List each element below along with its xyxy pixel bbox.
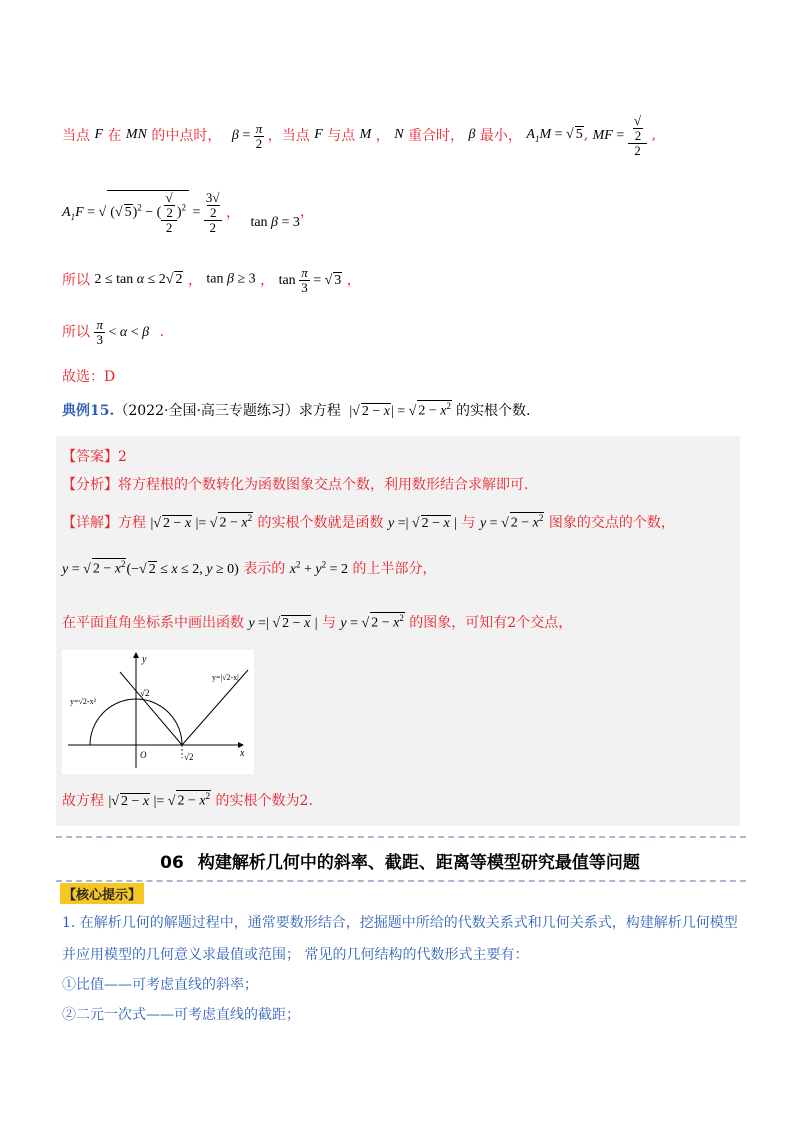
text: ， <box>260 272 275 289</box>
answer-value: 2 <box>118 449 127 465</box>
text: ，当点 <box>267 128 310 145</box>
section-title: 构建解析几何中的斜率、截距、距离等模型研究最值等问题 <box>197 853 640 873</box>
math-y1: y =| √ 2 − x | <box>388 516 458 531</box>
math-MN: MN <box>125 127 147 143</box>
graph-svg <box>62 650 254 774</box>
text: 表示的 <box>243 561 286 577</box>
example-label: 典例15. <box>62 403 115 419</box>
text: ， <box>225 205 240 222</box>
analysis-text: 将方程根的个数转化为函数图象交点个数，利用数形结合求解即可. <box>118 477 529 493</box>
proof-line-1: 当点 F 在 MN 的中点时， β = $\frac{\pi}{2}$ ，当点 F 与点 M ， N 重合时， β 最小， $A_1M$ = √ 5, MF = √ 2 2 , <box>62 113 657 158</box>
math-M: M <box>359 127 372 143</box>
text: 重合时， <box>408 128 465 145</box>
detail-tag: 【详解】 <box>62 515 118 531</box>
proof-line-4 <box>62 318 362 352</box>
text: . <box>159 323 165 340</box>
tick-label-right: √2 <box>184 752 194 762</box>
graph-figure <box>62 650 254 774</box>
text: ， <box>187 272 202 289</box>
text: 图象的交点的个数， <box>548 515 675 531</box>
divider-bottom <box>56 880 746 882</box>
answer-choice: 故选：D <box>62 369 116 385</box>
x-axis-label: x <box>240 748 245 759</box>
text: 与 <box>461 515 476 531</box>
text: 方程 <box>118 515 146 531</box>
curve-label-right: y=|√2-x| <box>212 673 239 682</box>
math-equation: |√ 2 − x| = √ $2 - x^2$ <box>349 401 451 419</box>
math-circle: $x^2 + y^2 = 2$ <box>289 559 349 577</box>
math-beta-pi-half: β = $\frac{\pi}{2}$ <box>231 120 263 151</box>
math-y1b: y =| √ 2 − x | <box>248 616 318 631</box>
section-heading <box>0 848 800 873</box>
text: 最小， <box>479 128 522 145</box>
text: 故方程 <box>62 793 104 809</box>
core-tag: 【核心提示】 <box>60 883 144 904</box>
proof-line-3 <box>62 266 562 300</box>
math-eq: |√ 2 − x |= √ $2 - x^2$ <box>150 513 253 531</box>
math-tan-alpha-range: 2 ≤ tan α ≤ 2√ 2 <box>94 272 183 288</box>
answer-line <box>62 446 127 466</box>
example-source: （2022·全国·高三专题练习）求方程 <box>114 403 341 419</box>
math-y2b: y = √ $2 - x^2$ <box>340 613 404 631</box>
example-heading <box>62 400 530 420</box>
line-left <box>120 672 182 745</box>
math-eq-final: |√ 2 − x |= √ $2 - x^2$ <box>108 791 211 809</box>
math-beta: β <box>468 127 476 143</box>
math-tan-beta-ge: tan β ≥ 3 <box>206 271 256 287</box>
answer-tag: 【答案】 <box>62 449 118 465</box>
origin-label: O <box>140 750 147 760</box>
section-number: 06 <box>160 853 184 873</box>
math-tanbeta-3: tan β = 3 <box>250 215 300 231</box>
text: ， <box>375 128 390 145</box>
text: 当点 <box>62 128 90 145</box>
math-y2: y = √ $2 - x^2$ <box>479 513 544 531</box>
core-p2: 并应用模型的几何意义求最值或范围； 常见的几何结构的代数形式主要有： <box>62 947 529 963</box>
y-axis-arrow-icon <box>133 652 139 658</box>
analysis-line <box>62 474 528 494</box>
math-N: N <box>394 127 404 143</box>
text: 在 <box>107 128 122 145</box>
text: 与 <box>321 615 336 631</box>
math-A1M: $A_1M$ = √ 5 <box>526 127 583 145</box>
math-conclusion: $\frac{\pi}{3}$ < α < β <box>96 317 150 347</box>
text: 所以 <box>62 324 90 341</box>
example-suffix: 的实根个数. <box>455 403 531 419</box>
core-p3: ①比值——可考虑直线的斜率； <box>62 977 258 993</box>
final-line <box>62 790 313 810</box>
math-domain: y = √ $2 - x^2(-√$ 2 ≤ x ≤ 2, y ≥ 0) <box>62 559 239 577</box>
text: 在平面直角坐标系中画出函数 <box>62 615 244 631</box>
text: 的实根个数就是函数 <box>257 515 384 531</box>
curve-label-left: y=√2-x² <box>70 697 96 706</box>
text: ， <box>299 204 314 221</box>
text: 与点 <box>327 128 356 145</box>
tick-label-top: √2 <box>140 688 150 698</box>
core-p4: ②二元一次式——可考虑直线的截距； <box>62 1007 300 1023</box>
text: 所以 <box>62 272 90 289</box>
proof-line-2: $A_1F$ = √ (√ 5)$^2$ − ( √ 2 2 )$^2$ = 3√ 2 2 ， tan β = 3， <box>62 190 314 235</box>
divider-top <box>56 836 746 838</box>
analysis-tag: 【分析】 <box>62 477 118 493</box>
text: ， <box>346 272 361 289</box>
core-p1: 1. 在解析几何的解题过程中，通常要数形结合，挖掘题中所给的代数关系式和几何关系式，构建解析几何模型 <box>62 915 738 931</box>
detail-line-2 <box>62 558 436 578</box>
y-axis-label: y <box>142 654 147 665</box>
text: 的实根个数为2. <box>215 793 313 809</box>
detail-line-3 <box>62 612 572 632</box>
math-F2: F <box>314 127 323 143</box>
math-F: F <box>94 127 104 143</box>
math-MF: MF = √ 2 2 <box>593 128 648 143</box>
math-tan-pi-3: tan $\frac{\pi}{3}$ = √ 3 <box>278 265 342 295</box>
text: 的中点时， <box>151 128 222 145</box>
math-A1F: $A_1F$ = <box>62 205 99 223</box>
text: 的上半部分， <box>352 561 437 577</box>
text: 的图象，可知有2个交点， <box>409 615 573 631</box>
detail-line-1 <box>62 512 675 532</box>
